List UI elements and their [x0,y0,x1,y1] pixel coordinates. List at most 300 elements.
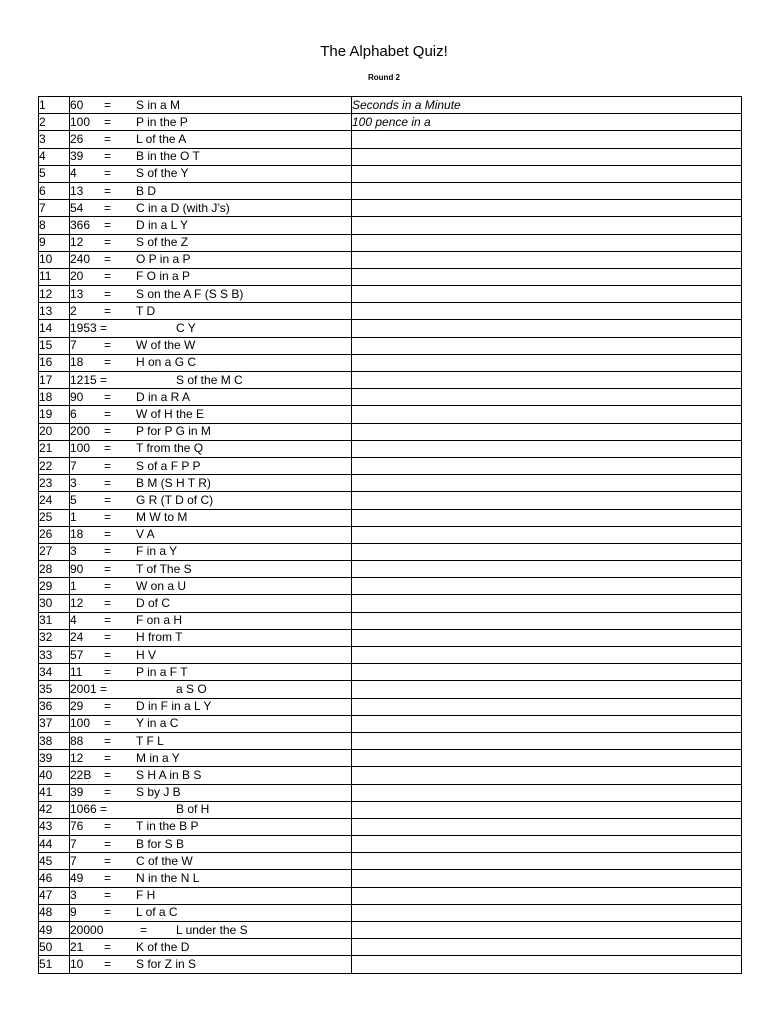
question-clue: C of the W [136,853,193,868]
table-row [39,114,742,131]
question-number: 21 [39,440,70,457]
answer-cell[interactable] [352,939,742,956]
question-number: 9 [39,234,70,251]
question-cell [70,870,352,887]
equals-sign: = [104,510,112,525]
question-clue: B for S B [136,836,185,851]
question-number: 51 [39,956,70,973]
question-clue: F in a Y [136,544,178,559]
answer-cell[interactable] [352,561,742,578]
question-number: 13 [39,303,70,320]
question-clue: K of the D [136,939,190,954]
question-value: 90 [70,561,84,576]
question-number: 48 [39,904,70,921]
answer-cell[interactable] [352,732,742,749]
question-value: 3 [70,888,77,903]
answer-cell[interactable] [352,165,742,182]
quiz-table [38,96,742,974]
question-cell [70,750,352,767]
question-cell [70,354,352,371]
equals-sign: = [104,183,112,198]
answer-cell[interactable] [352,303,742,320]
question-cell [70,131,352,148]
table-row [39,389,742,406]
question-clue: P for P G in M [136,424,211,439]
question-value: 57 [70,647,84,662]
question-clue: C in a D (with J’s) [136,200,230,215]
table-row [39,97,742,114]
question-cell [70,647,352,664]
equals-sign: = [104,424,112,439]
answer-cell[interactable] [352,664,742,681]
question-clue: S on the A F (S S B) [136,286,244,301]
answer-cell[interactable] [352,234,742,251]
equals-sign: = [104,544,112,559]
question-cell [70,200,352,217]
question-number: 33 [39,647,70,664]
answer-cell[interactable] [352,715,742,732]
equals-sign: = [104,149,112,164]
question-value: 26 [70,131,84,146]
question-number: 15 [39,337,70,354]
question-number: 6 [39,182,70,199]
question-number: 30 [39,595,70,612]
question-cell [70,148,352,165]
table-row [39,526,742,543]
table-row [39,217,742,234]
answer-cell[interactable]: 100 pence in a [352,114,742,131]
question-cell [70,887,352,904]
question-number: 3 [39,131,70,148]
question-value: 49 [70,871,84,886]
answer-cell[interactable] [352,440,742,457]
answer-cell[interactable] [352,526,742,543]
question-number: 5 [39,165,70,182]
question-value: 7 [70,338,77,353]
question-clue: T of The S [136,561,192,576]
question-number: 24 [39,492,70,509]
table-row [39,200,742,217]
question-number: 16 [39,354,70,371]
question-number: 2 [39,114,70,131]
page-title: The Alphabet Quiz! [320,43,448,60]
question-cell [70,801,352,818]
equals-sign: = [104,458,112,473]
equals-sign: = [104,956,112,971]
question-number: 35 [39,681,70,698]
question-number: 29 [39,578,70,595]
answer-cell[interactable] [352,423,742,440]
question-cell [70,732,352,749]
answer-cell[interactable]: Seconds in a Minute [352,97,742,114]
question-clue: F H [136,888,156,903]
question-number: 49 [39,922,70,939]
question-value: 240 [70,252,91,267]
question-value: 20000 [70,922,104,937]
question-cell [70,595,352,612]
question-clue: M in a Y [136,750,180,765]
equals-sign: = [104,699,112,714]
question-value: 39 [70,785,84,800]
answer-cell[interactable] [352,372,742,389]
question-clue: B in the O T [136,149,200,164]
question-clue: W of H the E [136,406,205,421]
equals-sign: = [104,527,112,542]
question-clue: P in the P [136,114,188,129]
equals-sign: = [104,664,112,679]
question-number: 10 [39,251,70,268]
table-row [39,561,742,578]
equals-sign: = [104,853,112,868]
question-clue: P in a F T [136,664,188,679]
table-row [39,801,742,818]
answer-cell[interactable] [352,904,742,921]
table-row [39,148,742,165]
question-clue: L under the S [176,922,248,937]
table-row [39,286,742,303]
question-clue: D in a R A [136,389,191,404]
table-row [39,372,742,389]
table-row [39,922,742,939]
question-value: 7 [70,853,77,868]
table-row [39,320,742,337]
question-clue: W of the W [136,338,196,353]
table-row [39,715,742,732]
table-row [39,647,742,664]
equals-sign: = [104,767,112,782]
answer-cell[interactable] [352,887,742,904]
question-clue: S in a M [136,97,181,112]
question-number: 45 [39,853,70,870]
question-value: 100 [70,441,91,456]
answer-cell[interactable] [352,389,742,406]
question-value: 4 [70,613,77,628]
question-value: 100 [70,716,91,731]
question-clue: G R (T D of C) [136,492,214,507]
table-row [39,664,742,681]
question-number: 8 [39,217,70,234]
table-row [39,904,742,921]
question-clue: M W to M [136,510,188,525]
question-cell [70,97,352,114]
question-clue: F O in a P [136,269,191,284]
table-row [39,681,742,698]
question-value: 100 [70,114,91,129]
equals-sign: = [104,97,112,112]
question-clue: B of H [176,802,210,817]
question-cell [70,234,352,251]
question-clue: D of C [136,596,171,611]
question-number: 41 [39,784,70,801]
answer-cell[interactable] [352,286,742,303]
equals-sign: = [104,630,112,645]
question-clue: S of the M C [176,372,243,387]
answer-cell[interactable] [352,131,742,148]
question-number: 40 [39,767,70,784]
table-row [39,956,742,973]
answer-cell[interactable] [352,836,742,853]
table-row [39,354,742,371]
question-clue: S for Z in S [136,956,197,971]
table-row [39,836,742,853]
answer-cell[interactable] [352,595,742,612]
answer-cell[interactable] [352,647,742,664]
question-clue: D in F in a L Y [136,699,212,714]
question-cell [70,457,352,474]
question-cell [70,182,352,199]
answer-cell[interactable] [352,956,742,973]
question-number: 7 [39,200,70,217]
question-cell [70,286,352,303]
question-value: 3 [70,475,77,490]
question-number: 37 [39,715,70,732]
question-cell [70,492,352,509]
question-value: 88 [70,733,84,748]
answer-cell[interactable] [352,543,742,560]
question-value: 2 [70,303,77,318]
question-cell [70,664,352,681]
equals-sign: = [104,596,112,611]
equals-sign: = [104,389,112,404]
question-value: 1 [70,578,77,593]
equals-sign: = [104,939,112,954]
answer-cell[interactable] [352,801,742,818]
question-number: 32 [39,629,70,646]
question-clue: a S O [176,681,207,696]
answer-cell[interactable] [352,320,742,337]
question-clue: L of the A [136,131,187,146]
table-row [39,182,742,199]
question-value: 3 [70,544,77,559]
question-value: 1215 = [70,372,108,387]
question-clue: B M (S H T R) [136,475,211,490]
table-row [39,595,742,612]
question-number: 11 [39,268,70,285]
question-clue: T F L [136,733,164,748]
equals-sign: = [104,785,112,800]
question-cell [70,818,352,835]
question-number: 39 [39,750,70,767]
question-cell [70,303,352,320]
equals-sign: = [104,733,112,748]
answer-cell[interactable] [352,612,742,629]
question-clue: D in a L Y [136,217,189,232]
question-value: 29 [70,699,84,714]
table-row [39,251,742,268]
question-number: 27 [39,543,70,560]
question-value: 6 [70,406,77,421]
table-row [39,440,742,457]
question-value: 1066 = [70,802,108,817]
equals-sign: = [104,217,112,232]
question-value: 18 [70,355,84,370]
equals-sign: = [104,836,112,851]
answer-cell[interactable] [352,354,742,371]
question-cell [70,251,352,268]
answer-cell[interactable] [352,578,742,595]
question-value: 22B [70,767,92,782]
answer-cell[interactable] [352,629,742,646]
equals-sign: = [104,131,112,146]
question-cell [70,681,352,698]
table-row [39,457,742,474]
question-cell [70,853,352,870]
question-value: 7 [70,458,77,473]
question-cell [70,268,352,285]
table-row [39,423,742,440]
equals-sign: = [104,235,112,250]
equals-sign: = [104,355,112,370]
question-cell [70,475,352,492]
answer-cell[interactable] [352,217,742,234]
answer-cell[interactable] [352,200,742,217]
question-value: 366 [70,217,91,232]
answer-cell[interactable] [352,475,742,492]
question-number: 36 [39,698,70,715]
question-clue: C Y [176,321,196,336]
question-number: 19 [39,406,70,423]
question-value: 24 [70,630,84,645]
question-number: 34 [39,664,70,681]
table-row [39,750,742,767]
answer-cell[interactable] [352,509,742,526]
table-row [39,543,742,560]
question-cell [70,320,352,337]
answer-cell[interactable] [352,767,742,784]
equals-sign: = [104,492,112,507]
question-cell [70,767,352,784]
answer-cell[interactable] [352,268,742,285]
answer-cell[interactable] [352,784,742,801]
question-value: 39 [70,149,84,164]
question-clue: L of a C [136,905,178,920]
question-clue: V A [136,527,155,542]
question-clue: Y in a C [136,716,179,731]
table-row [39,732,742,749]
question-value: 18 [70,527,84,542]
question-clue: B D [136,183,157,198]
answer-cell[interactable] [352,182,742,199]
table-row [39,939,742,956]
question-cell [70,543,352,560]
question-clue: S of the Z [136,235,189,250]
question-number: 14 [39,320,70,337]
question-value: 90 [70,389,84,404]
answer-cell[interactable] [352,818,742,835]
table-row [39,870,742,887]
question-cell [70,509,352,526]
answer-cell[interactable] [352,922,742,939]
table-row [39,698,742,715]
answer-cell[interactable] [352,148,742,165]
equals-sign: = [104,647,112,662]
question-cell [70,904,352,921]
question-cell [70,922,352,939]
question-value: 21 [70,939,84,954]
question-clue: S of a F P P [136,458,201,473]
question-number: 26 [39,526,70,543]
equals-sign: = [104,286,112,301]
table-row [39,767,742,784]
equals-sign: = [104,905,112,920]
question-number: 4 [39,148,70,165]
question-cell [70,114,352,131]
question-value: 12 [70,750,84,765]
table-row [39,406,742,423]
table-row [39,784,742,801]
question-value: 7 [70,836,77,851]
answer-cell[interactable] [352,337,742,354]
question-cell [70,389,352,406]
question-value: 11 [70,664,83,679]
question-value: 5 [70,492,77,507]
answer-cell[interactable] [352,698,742,715]
question-value: 12 [70,596,84,611]
answer-cell[interactable] [352,457,742,474]
question-cell [70,939,352,956]
round-subtitle: Round 2 [368,73,400,82]
answer-cell[interactable] [352,492,742,509]
equals-sign: = [104,441,112,456]
question-value: 54 [70,200,84,215]
answer-cell[interactable] [352,853,742,870]
question-cell [70,629,352,646]
equals-sign: = [104,750,112,765]
table-row [39,337,742,354]
equals-sign: = [104,338,112,353]
table-row [39,165,742,182]
question-clue: S of the Y [136,166,189,181]
answer-cell[interactable] [352,406,742,423]
answer-cell[interactable] [352,750,742,767]
question-value: 10 [70,956,84,971]
question-cell [70,578,352,595]
answer-cell[interactable] [352,870,742,887]
question-cell [70,440,352,457]
equals-sign: = [104,303,112,318]
question-cell [70,612,352,629]
equals-sign: = [104,269,112,284]
question-value: 13 [70,286,84,301]
question-number: 23 [39,475,70,492]
answer-cell[interactable] [352,681,742,698]
equals-sign: = [104,578,112,593]
question-number: 12 [39,286,70,303]
question-number: 47 [39,887,70,904]
question-number: 38 [39,732,70,749]
question-value: 76 [70,819,84,834]
table-row [39,818,742,835]
equals-sign: = [104,819,112,834]
question-cell [70,337,352,354]
table-row [39,234,742,251]
question-clue: F on a H [136,613,183,628]
table-row [39,268,742,285]
question-cell [70,217,352,234]
quiz-table-body [39,97,742,974]
table-row [39,131,742,148]
question-clue: S H A in B S [136,767,202,782]
answer-cell[interactable] [352,251,742,268]
equals-sign: = [140,922,148,937]
question-clue: S by J B [136,785,181,800]
question-number: 25 [39,509,70,526]
question-clue: H on a G C [136,355,197,370]
question-clue: H from T [136,630,183,645]
question-number: 18 [39,389,70,406]
question-number: 43 [39,818,70,835]
question-clue: O P in a P [136,252,191,267]
